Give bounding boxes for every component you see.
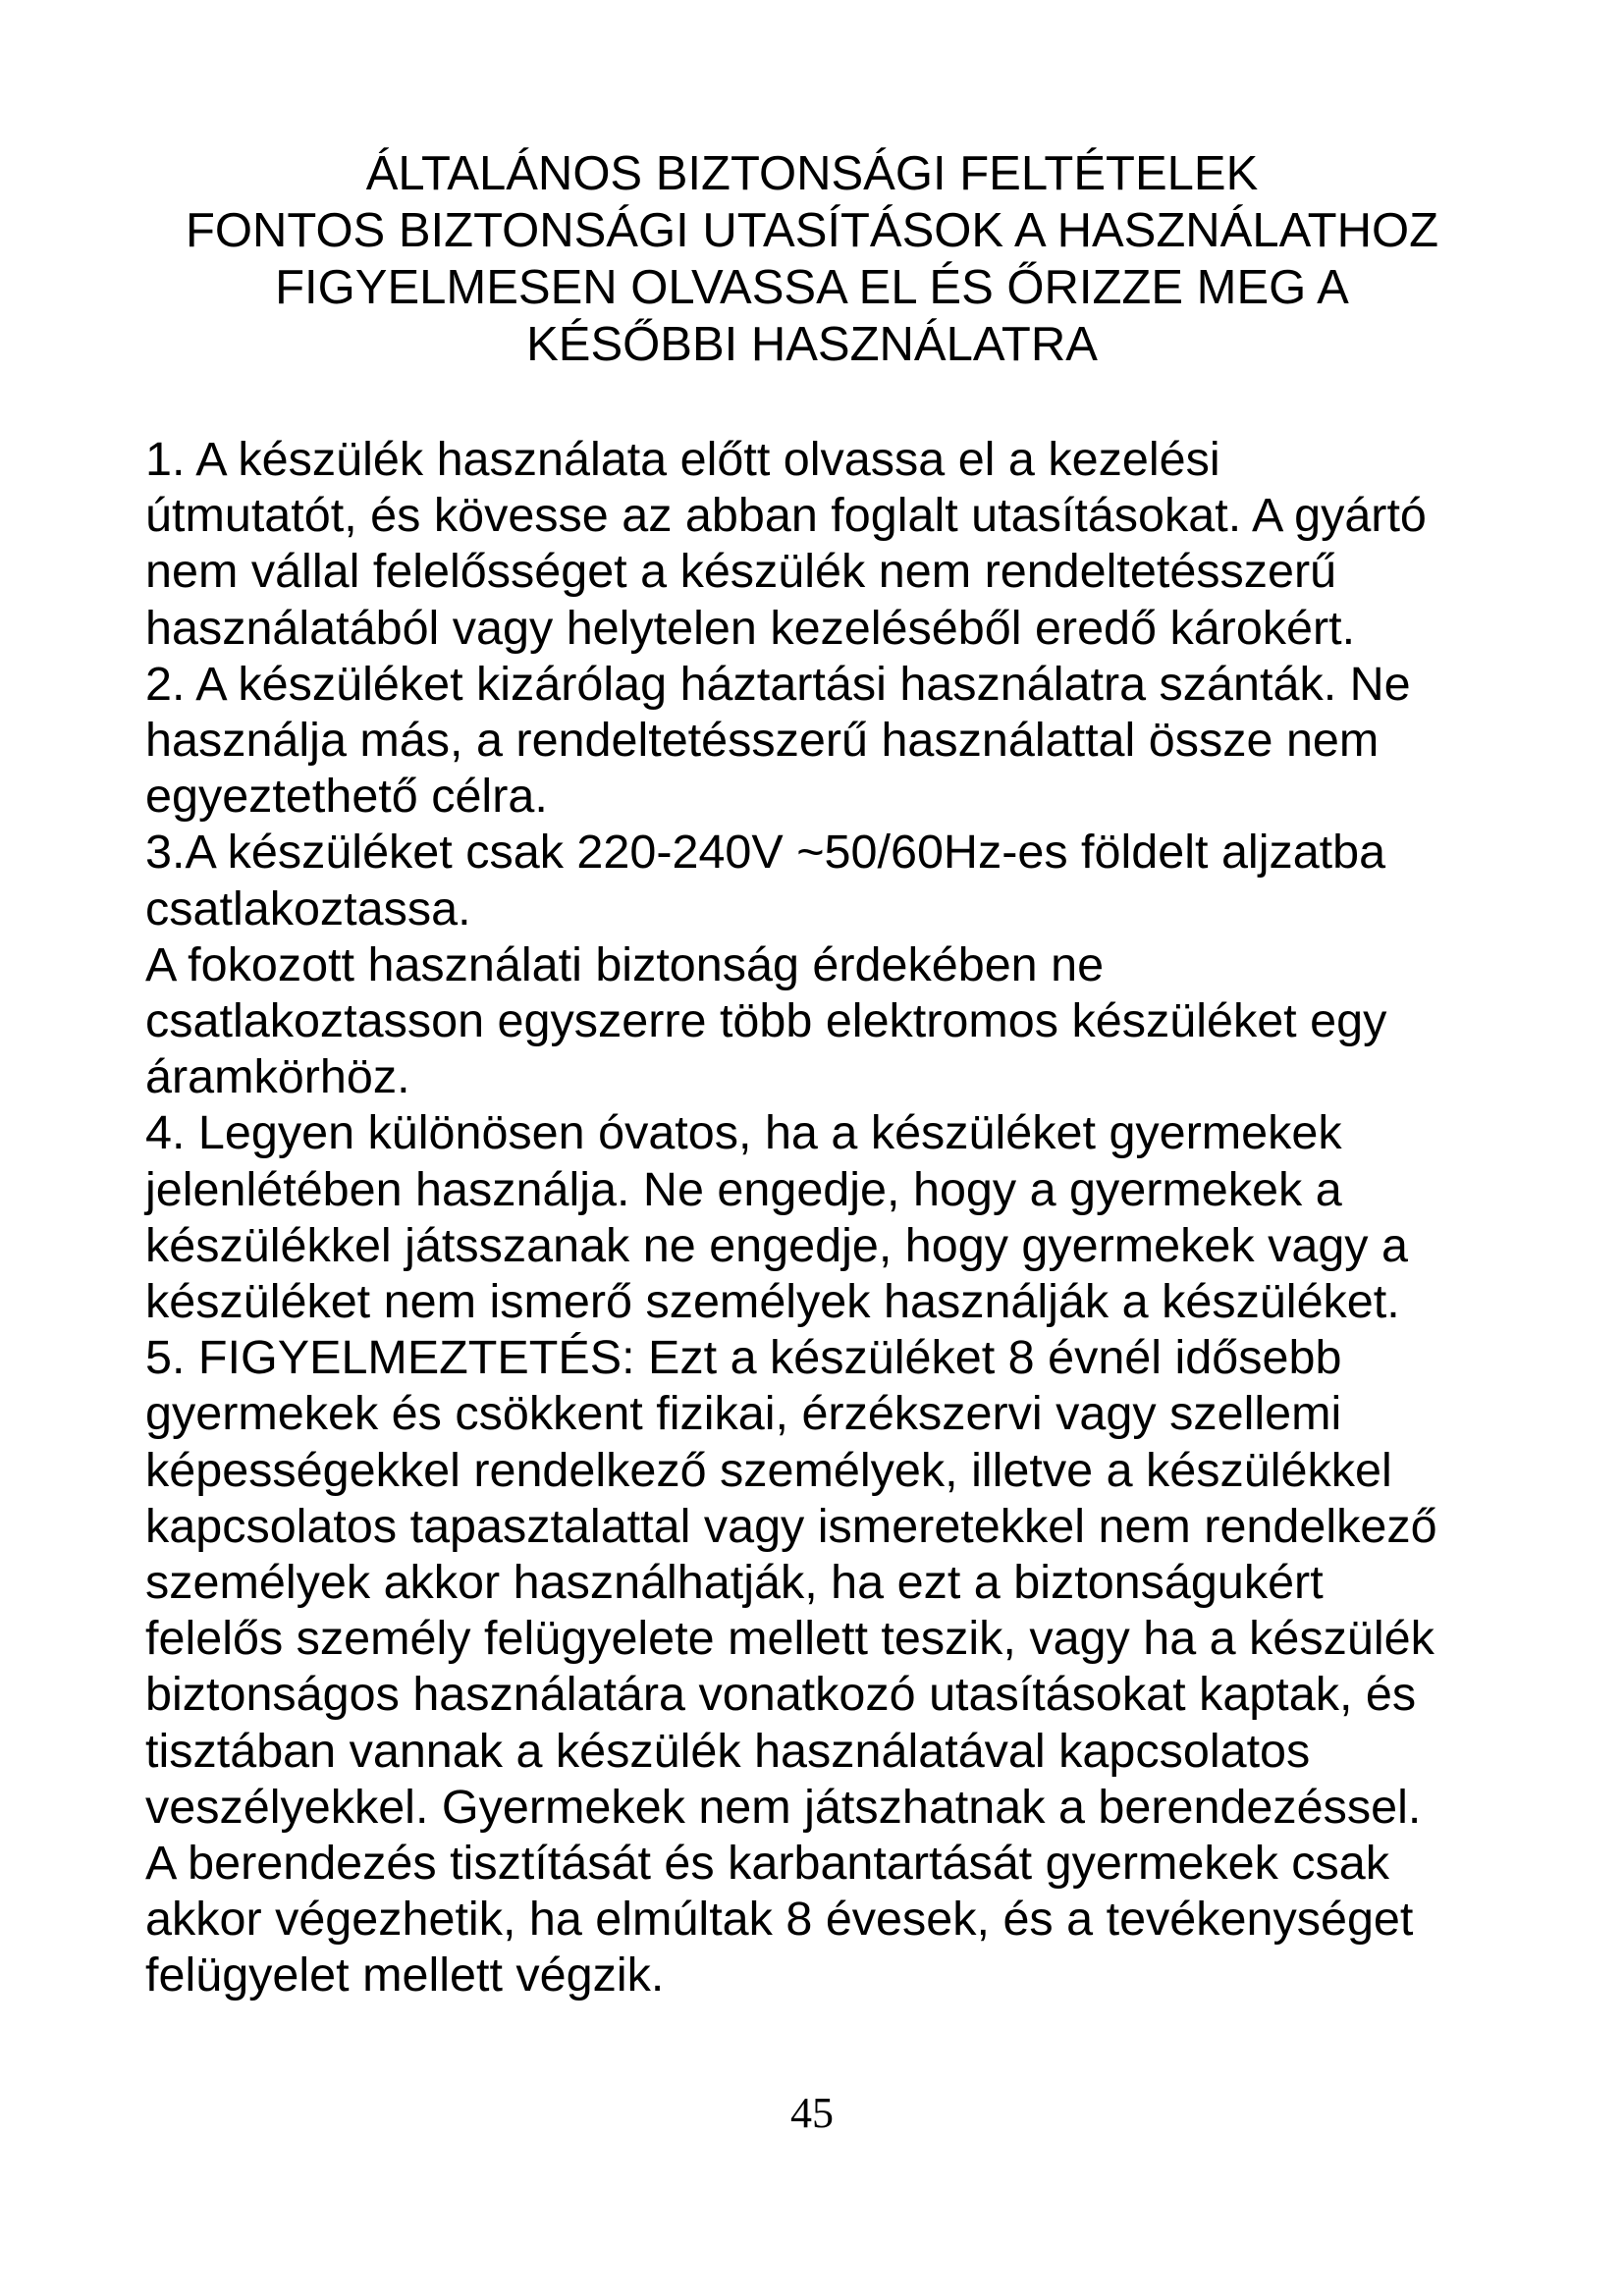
- text-line: biztonságos használatára vonatkozó utasításokat kaptak, és: [145, 1668, 1417, 1722]
- text-line: csatlakoztasson egyszerre több elektromos készüléket egy: [145, 994, 1387, 1048]
- heading-line: KÉSŐBBI HASZNÁLATRA: [526, 318, 1098, 371]
- text-line: készülékkel játsszanak ne engedje, hogy gyermekek vagy a: [145, 1218, 1408, 1272]
- text-line: csatlakoztassa.: [145, 881, 471, 935]
- text-line: készüléket nem ismerő személyek használják a készüléket.: [145, 1275, 1400, 1329]
- heading-line: FONTOS BIZTONSÁGI UTASÍTÁSOK A HASZNÁLATHOZ: [185, 204, 1439, 257]
- heading-line: FIGYELMESEN OLVASSA EL ÉS ŐRIZZE MEG A: [275, 261, 1349, 314]
- page-number: 45: [790, 2089, 834, 2137]
- text-line: kapcsolatos tapasztalattal vagy ismeretekkel nem rendelkező: [145, 1499, 1437, 1553]
- text-line: A fokozott használati biztonság érdekében ne: [145, 937, 1105, 991]
- text-line: 4. Legyen különösen óvatos, ha a készüléket gyermekek: [145, 1106, 1342, 1160]
- text-line: nem vállal felelősséget a készülék nem rendeltetésszerű: [145, 545, 1337, 599]
- text-line: veszélyekkel. Gyermekek nem játszhatnak a berendezéssel.: [145, 1780, 1422, 1834]
- text-line: tisztában vannak a készülék használatával kapcsolatos: [145, 1724, 1311, 1778]
- text-line: felelős személy felügyelete mellett teszik, vagy ha a készülék: [145, 1612, 1435, 1666]
- section-heading: [98, 145, 1526, 373]
- text-line: 1. A készülék használata előtt olvassa el a kezelési: [145, 433, 1220, 486]
- text-line: egyeztethető célra.: [145, 770, 548, 824]
- text-line: jelenlétében használja. Ne engedje, hogy a gyermekek a: [145, 1162, 1342, 1216]
- text-line: 3.A készüléket csak 220-240V ~50/60Hz-es földelt aljzatba: [145, 826, 1386, 880]
- heading-line: ÁLTALÁNOS BIZTONSÁGI FELTÉTELEK: [365, 147, 1259, 200]
- text-line: használja más, a rendeltetésszerű használattal össze nem: [145, 714, 1380, 768]
- text-line: használatából vagy helytelen kezeléséből eredő károkért.: [145, 601, 1356, 655]
- safety-instructions-body: [145, 432, 1540, 2004]
- text-line: gyermekek és csökkent fizikai, érzékszervi vagy szellemi: [145, 1387, 1342, 1441]
- text-line: személyek akkor használhatják, ha ezt a biztonságukért: [145, 1556, 1324, 1610]
- text-line: akkor végezhetik, ha elmúltak 8 évesek, és a tevékenységet: [145, 1893, 1414, 1947]
- text-line: képességekkel rendelkező személyek, illetve a készülékkel: [145, 1443, 1392, 1497]
- text-line: áramkörhöz.: [145, 1050, 410, 1104]
- text-line: 2. A készüléket kizárólag háztartási használatra szánták. Ne: [145, 657, 1411, 711]
- text-line: A berendezés tisztítását és karbantartását gyermekek csak: [145, 1837, 1390, 1891]
- text-line: útmutatót, és kövesse az abban foglalt utasításokat. A gyártó: [145, 489, 1427, 543]
- text-line: felügyelet mellett végzik.: [145, 1949, 665, 2002]
- text-line: 5. FIGYELMEZTETÉS: Ezt a készüléket 8 évnél idősebb: [145, 1331, 1342, 1385]
